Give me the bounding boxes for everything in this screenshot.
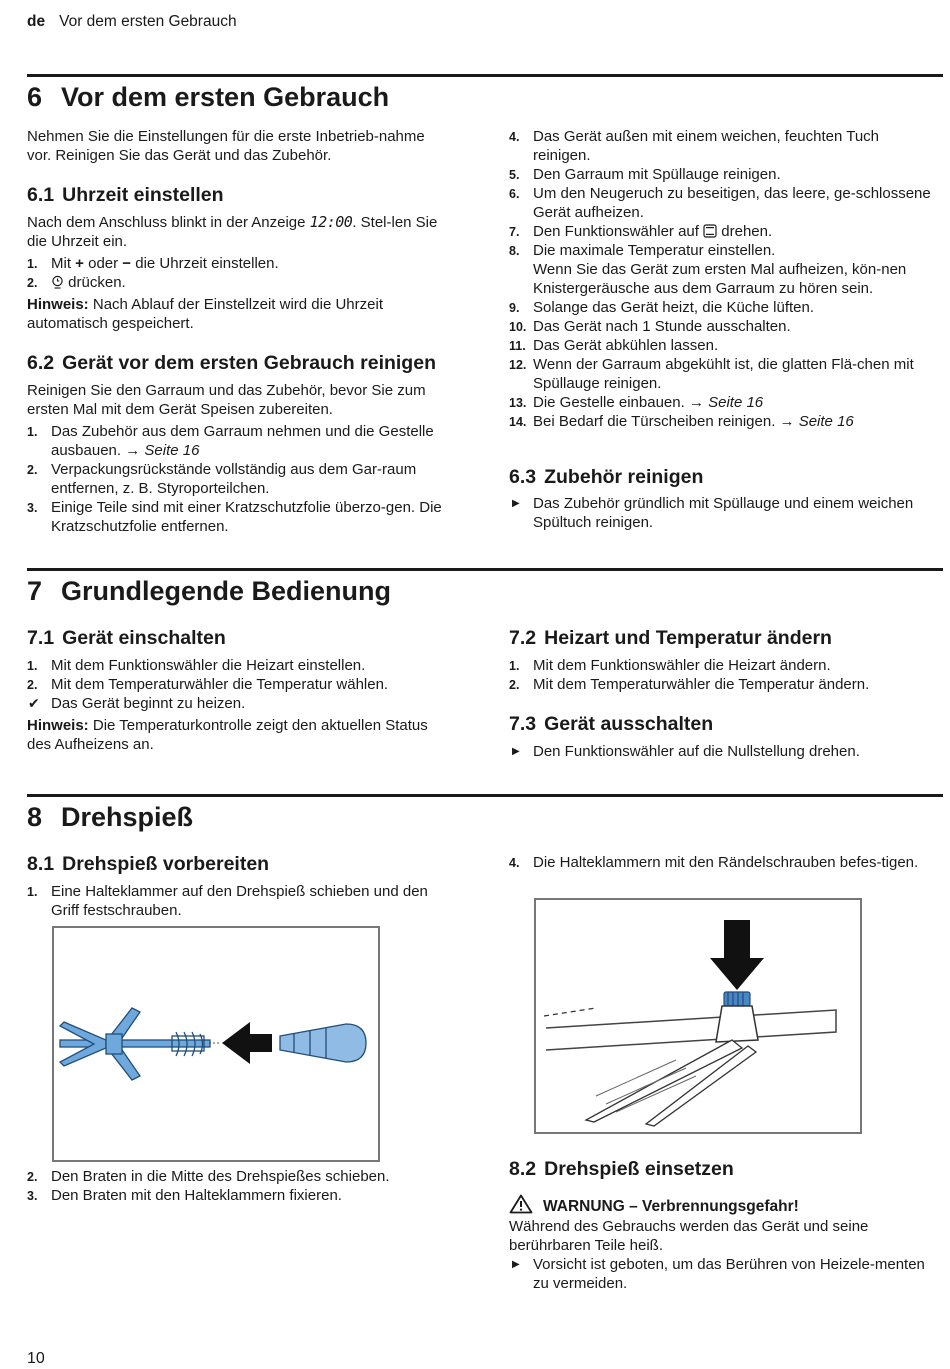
page-number: 10	[27, 1350, 45, 1367]
section-6-2-body-left: Reinigen Sie den Garraum und das Zubehör, bevor Sie zum ersten Mal mit dem Gerät Speisen zubereiten. 1. Das Zubehör aus dem Garraum nehmen und die Gestelle ausbauen. → Seite 16 2. Verpackungsrückstände vollständig aus dem Gar-raum entfernen, z. B. Styroporteilchen. 3. Einige Teile sind mit einer Kratzschutzfolie überzo-gen. Die Kratzschutzfolie entfernen.	[27, 381, 447, 536]
note: Hinweis: Nach Ablauf der Einstellzeit wird die Uhrzeit automatisch gespeichert.	[27, 296, 383, 332]
list-item: 8. Die maximale Temperatur einstellen. Wenn Sie das Gerät zum ersten Mal aufheizen, kön-nen Knistergeräusche aus dem Garraum zu hören sein.	[509, 241, 939, 298]
list-item: 2. Mit dem Temperaturwähler die Temperatur ändern.	[509, 676, 870, 693]
section-title-6-1: 6.1 Uhrzeit einstellen	[27, 184, 224, 206]
figure-spit-assembly	[52, 926, 380, 1162]
step-subtext: Wenn Sie das Gerät zum ersten Mal aufheizen, kön-nen Knistergeräusche aus dem Garraum zu hören sein.	[533, 261, 907, 297]
list-item: 14. Bei Bedarf die Türscheiben reinigen. → Seite 16	[509, 413, 854, 430]
section-title-7-3: 7.3 Gerät ausschalten	[509, 713, 714, 735]
section-title-6-3: 6.3 Zubehör reinigen	[509, 466, 704, 488]
list-item: 1. Mit dem Funktionswähler die Heizart einstellen.	[27, 657, 366, 674]
list-item: 1. Mit + oder − die Uhrzeit einstellen.	[27, 255, 279, 272]
section-7-1-body	[27, 656, 447, 754]
header-title: Vor dem ersten Gebrauch	[59, 13, 237, 30]
section-title-8-1: 8.1 Drehspieß vorbereiten	[27, 853, 270, 875]
page-reference: → Seite 16	[688, 394, 764, 411]
list-item: 4. Das Gerät außen mit einem weichen, feuchten Tuch reinigen.	[509, 128, 880, 164]
list-item: 10. Das Gerät nach 1 Stunde ausschalten.	[509, 318, 791, 335]
warning-block	[509, 1194, 939, 1293]
list-item: 11. Das Gerät abkühlen lassen.	[509, 337, 719, 354]
section-title-7-1: 7.1 Gerät einschalten	[27, 627, 226, 649]
clock-paragraph: Nach dem Anschluss blinkt in der Anzeige 12:00. Stel-len Sie die Uhrzeit ein.	[27, 213, 438, 250]
list-item: 9. Solange das Gerät heizt, die Küche lüften.	[509, 299, 815, 316]
chapter-rule	[27, 794, 943, 797]
minus-icon: −	[122, 255, 132, 272]
list-item: 1. Eine Halteklammer auf den Drehspieß schieben und den Griff festschrauben.	[27, 883, 428, 919]
list-item: 2. Verpackungsrückstände vollständig aus dem Gar-raum entfernen, z. B. Styroporteilchen.	[27, 461, 417, 497]
warning-text: Während des Gebrauchs werden das Gerät und seine berührbaren Teile heiß.	[509, 1218, 869, 1254]
list-item: ▶ Das Zubehör gründlich mit Spüllauge und einem weichen Spültuch reinigen.	[512, 495, 914, 531]
list-item: 1. Das Zubehör aus dem Garraum nehmen und die Gestelle ausbauen. → Seite 16	[27, 423, 434, 459]
list-item: 3. Den Braten mit den Halteklammern fixieren.	[27, 1187, 342, 1204]
checkmark-icon: ✔	[28, 695, 40, 711]
note: Hinweis: Die Temperaturkontrolle zeigt den aktuellen Status des Aufheizens an.	[27, 717, 428, 753]
oven-top-bottom-heat-icon	[703, 224, 717, 238]
list-item: 6. Um den Neugeruch zu beseitigen, das leere, ge-schlossene Gerät aufheizen.	[509, 185, 931, 221]
chapter-rule	[27, 568, 943, 571]
list-item: 4. Die Halteklammern mit den Rändelschrauben befes-tigen.	[509, 854, 919, 871]
section-title-6-2: 6.2 Gerät vor dem ersten Gebrauch reinigen	[27, 352, 436, 374]
figure-clamp-screw	[534, 898, 862, 1134]
warning-title: WARNUNG – Verbrennungsgefahr!	[509, 1194, 939, 1216]
warning-triangle-icon	[509, 1194, 533, 1214]
section-8-1-steps-3	[509, 853, 939, 872]
plus-icon: +	[75, 255, 84, 272]
section-title-7-2: 7.2 Heizart und Temperatur ändern	[509, 627, 832, 649]
list-item: ▶ Den Funktionswähler auf die Nullstellung drehen.	[512, 743, 860, 760]
chapter-title-6: 6 Vor dem ersten Gebrauch	[27, 82, 390, 112]
result-item: ✔ Das Gerät beginnt zu heizen.	[28, 695, 246, 712]
list-item: 7. Den Funktionswähler auf drehen.	[509, 223, 773, 240]
spit-assembly-illustration	[54, 928, 378, 1160]
section-6-3-body	[509, 494, 939, 532]
clock-display: 12:00	[309, 213, 353, 231]
list-item: 13. Die Gestelle einbauen. → Seite 16	[509, 394, 764, 411]
list-item: 5. Den Garraum mit Spüllauge reinigen.	[509, 166, 781, 183]
section-6-2-body-right	[509, 127, 939, 431]
chapter-rule	[27, 74, 943, 77]
chapter-title-7: 7 Grundlegende Bedienung	[27, 576, 392, 606]
list-item: 3. Einige Teile sind mit einer Kratzschutzfolie überzo-gen. Die Kratzschutzfolie entfernen.	[27, 499, 442, 535]
list-item: 2. Mit dem Temperaturwähler die Temperatur wählen.	[27, 676, 389, 693]
ch6-intro: Nehmen Sie die Einstellungen für die erste Inbetrieb-nahme vor. Reinigen Sie das Gerät und das Zubehör.	[27, 128, 425, 164]
running-header	[27, 12, 237, 31]
clock-icon	[51, 275, 64, 289]
list-item: 12. Wenn der Garraum abgekühlt ist, die glatten Flä-chen mit Spüllauge reinigen.	[509, 356, 914, 392]
section-8-1-steps-2	[27, 1167, 447, 1205]
page-reference: → Seite 16	[779, 413, 854, 430]
list-item: 2. drücken.	[27, 274, 126, 291]
section-8-1-steps-1	[27, 882, 447, 920]
page-reference: → Seite 16	[125, 442, 200, 459]
chapter-title-8: 8 Drehspieß	[27, 802, 194, 832]
list-item: ▶ Vorsicht ist geboten, um das Berühren von Heizele-menten zu vermeiden.	[512, 1256, 925, 1292]
section-7-3-body	[509, 742, 939, 761]
section-6-1-body	[27, 213, 447, 333]
section-7-2-body	[509, 656, 939, 694]
section-title-8-2: 8.2 Drehspieß einsetzen	[509, 1158, 734, 1180]
language-code: de	[27, 13, 46, 30]
list-item: 1. Mit dem Funktionswähler die Heizart ändern.	[509, 657, 831, 674]
clamp-screw-illustration	[536, 900, 860, 1132]
list-item: 2. Den Braten in die Mitte des Drehspießes schieben.	[27, 1168, 390, 1185]
